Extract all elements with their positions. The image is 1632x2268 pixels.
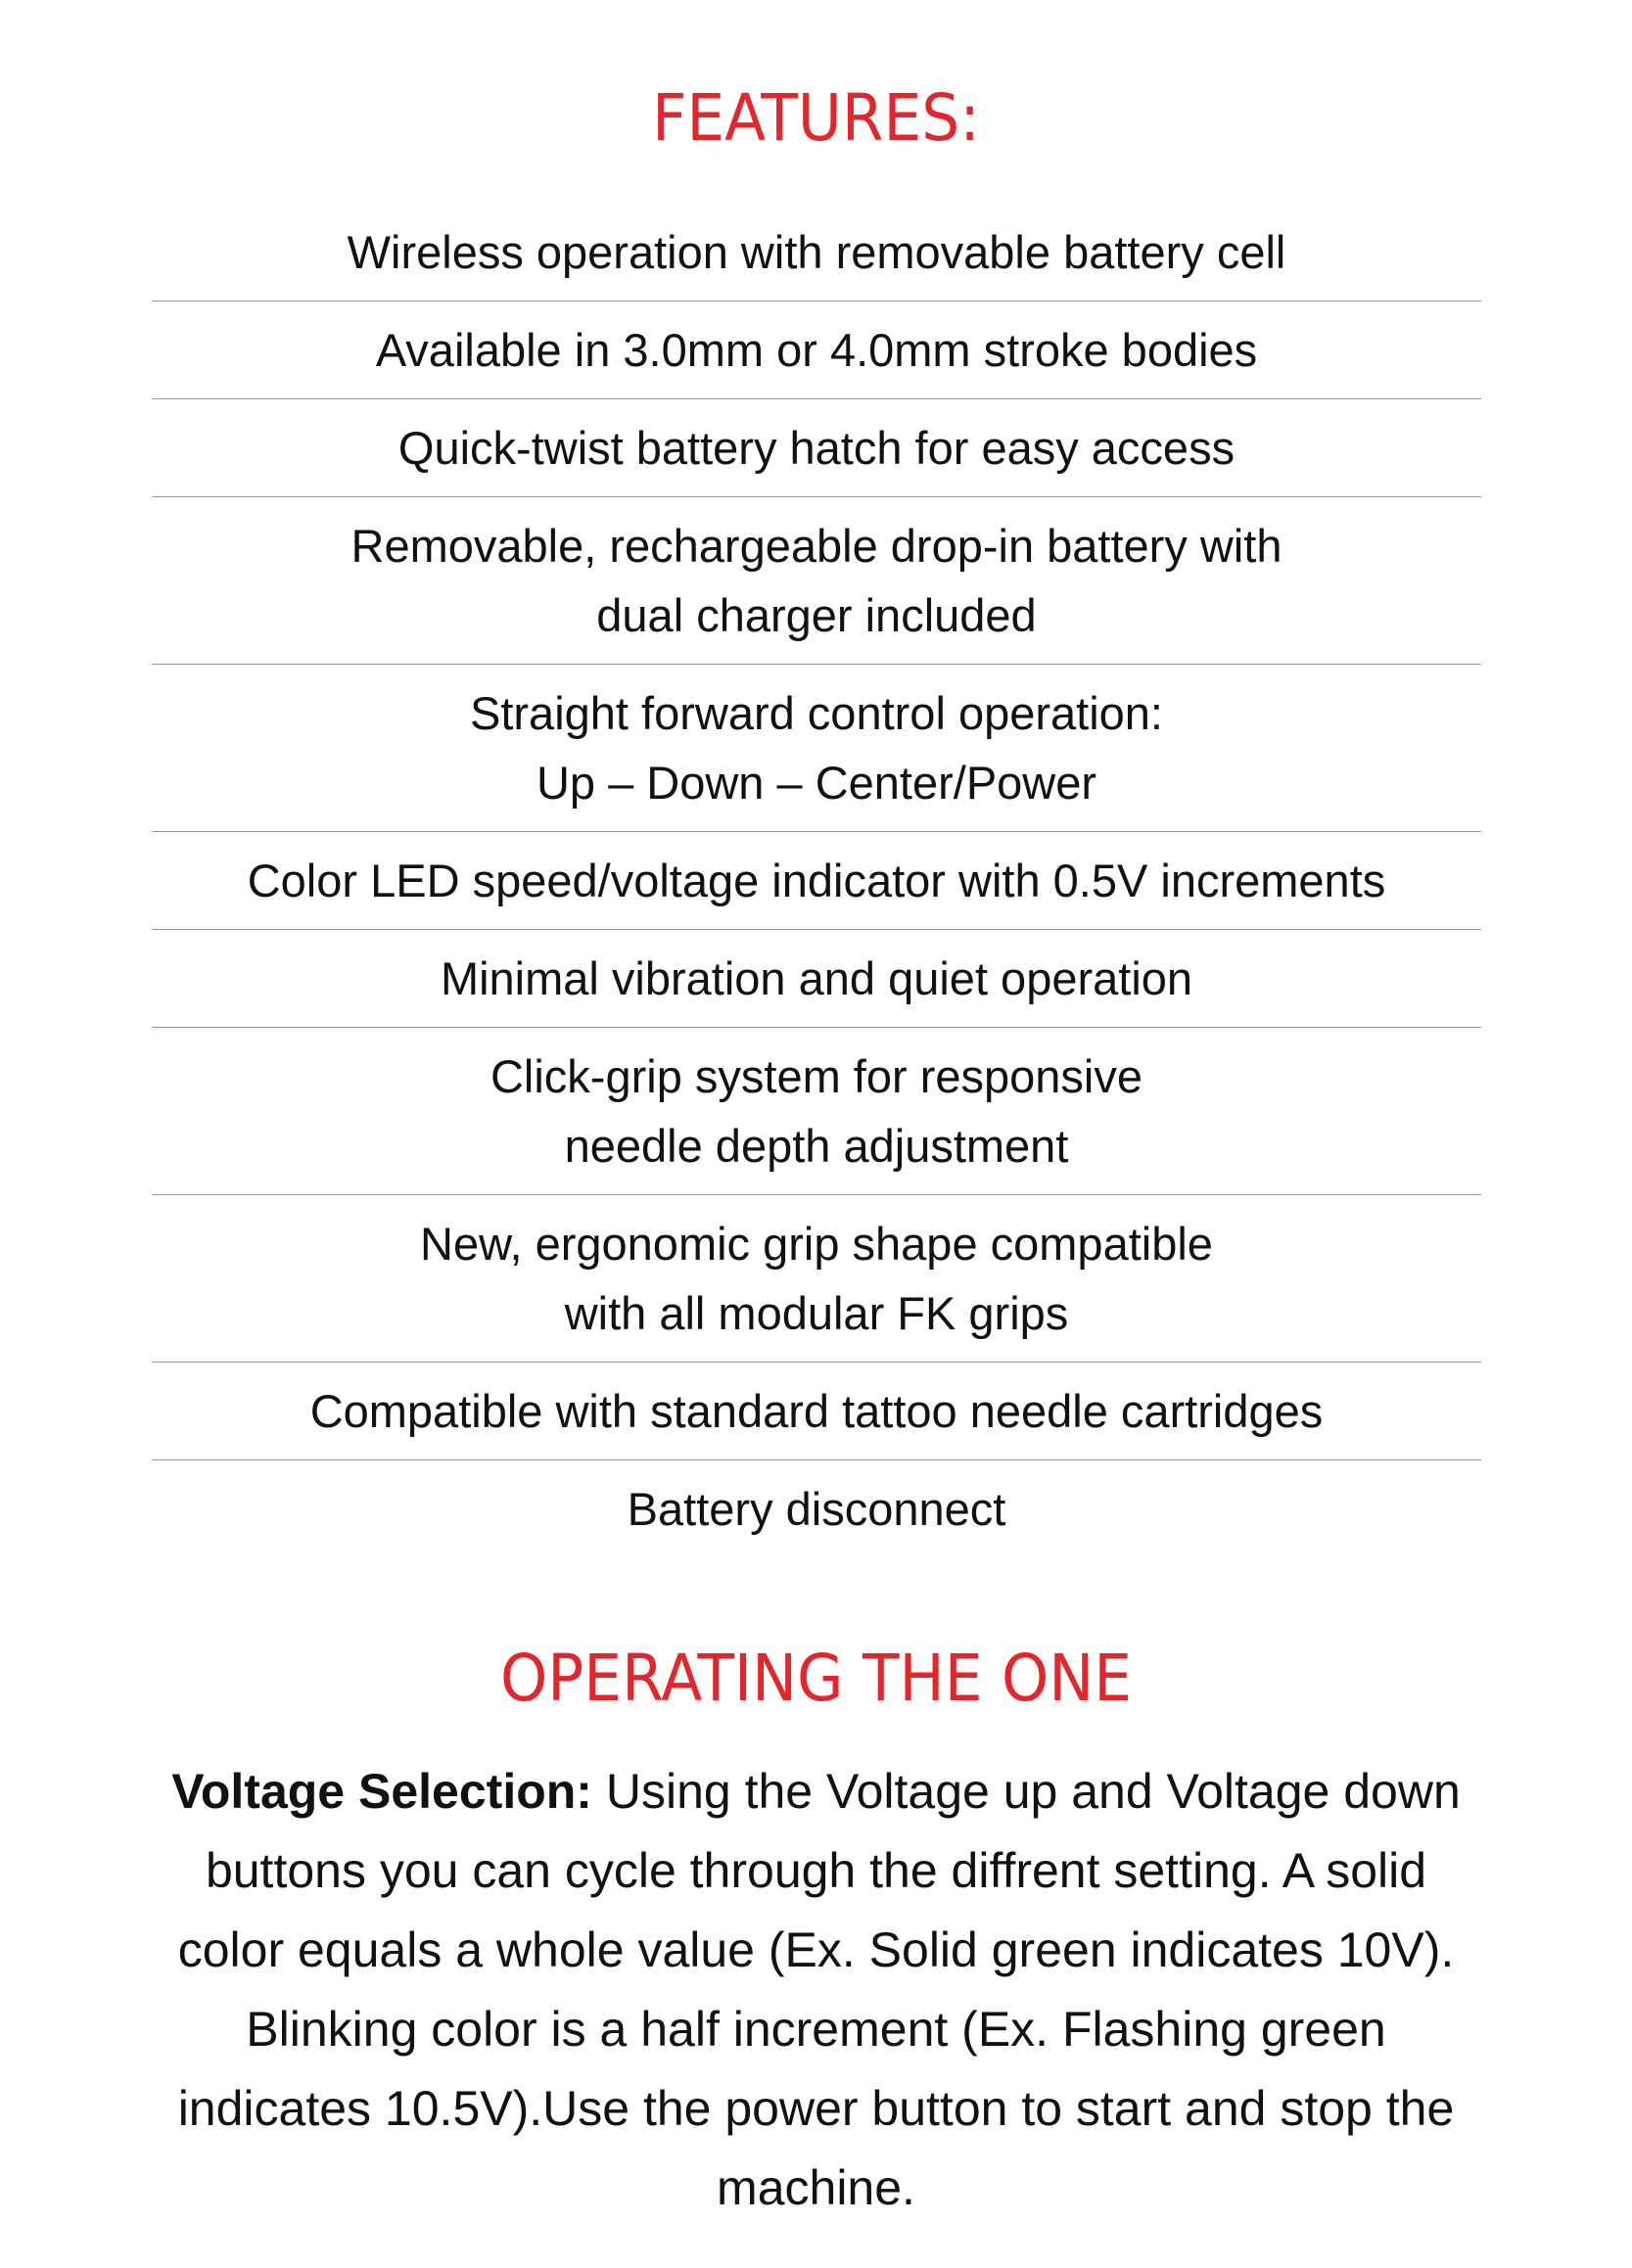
feature-line: Straight forward control operation: <box>470 687 1163 739</box>
feature-line: Available in 3.0mm or 4.0mm stroke bodies <box>375 324 1258 376</box>
feature-item <box>152 399 1481 497</box>
feature-list <box>152 204 1481 1558</box>
voltage-selection-paragraph <box>157 1752 1475 2228</box>
feature-line: dual charger included <box>596 589 1037 641</box>
feature-line: Quick-twist battery hatch for easy access <box>397 422 1236 474</box>
feature-line: Color LED speed/voltage indicator with 0.5V increments <box>247 855 1386 906</box>
feature-item <box>152 930 1481 1028</box>
feature-item <box>152 832 1481 930</box>
feature-line: with all modular FK grips <box>564 1287 1069 1339</box>
feature-line: needle depth adjustment <box>564 1120 1069 1172</box>
voltage-selection-body: Using the Voltage up and Voltage down buttons you can cycle through the diffrent setting. A solid color equals a whole value (Ex. Solid green indicates 10V). Blinking color is a half increment (Ex. Flashing green indicates 10.5V).Use the power button to start and stop the machine. <box>177 1764 1461 2215</box>
features-heading: FEATURES: <box>652 80 980 156</box>
feature-item <box>152 301 1481 399</box>
feature-line: Wireless operation with removable battery cell <box>347 226 1286 278</box>
feature-item <box>152 1195 1481 1363</box>
feature-item <box>152 1028 1481 1195</box>
feature-line: New, ergonomic grip shape compatible <box>420 1218 1213 1270</box>
feature-item <box>152 497 1481 665</box>
voltage-selection-label: Voltage Selection: <box>171 1764 592 1819</box>
feature-line: Compatible with standard tattoo needle cartridges <box>309 1385 1324 1437</box>
feature-line: Minimal vibration and quiet operation <box>440 952 1193 1004</box>
feature-item <box>152 1460 1481 1558</box>
feature-item <box>152 1363 1481 1460</box>
feature-line: Up – Down – Center/Power <box>536 757 1097 809</box>
feature-line: Removable, rechargeable drop-in battery with <box>350 520 1282 572</box>
feature-line: Click-grip system for responsive <box>490 1050 1142 1102</box>
operating-heading: OPERATING THE ONE <box>499 1641 1133 1716</box>
feature-item <box>152 665 1481 832</box>
feature-item <box>152 204 1481 301</box>
feature-line: Battery disconnect <box>627 1483 1006 1535</box>
